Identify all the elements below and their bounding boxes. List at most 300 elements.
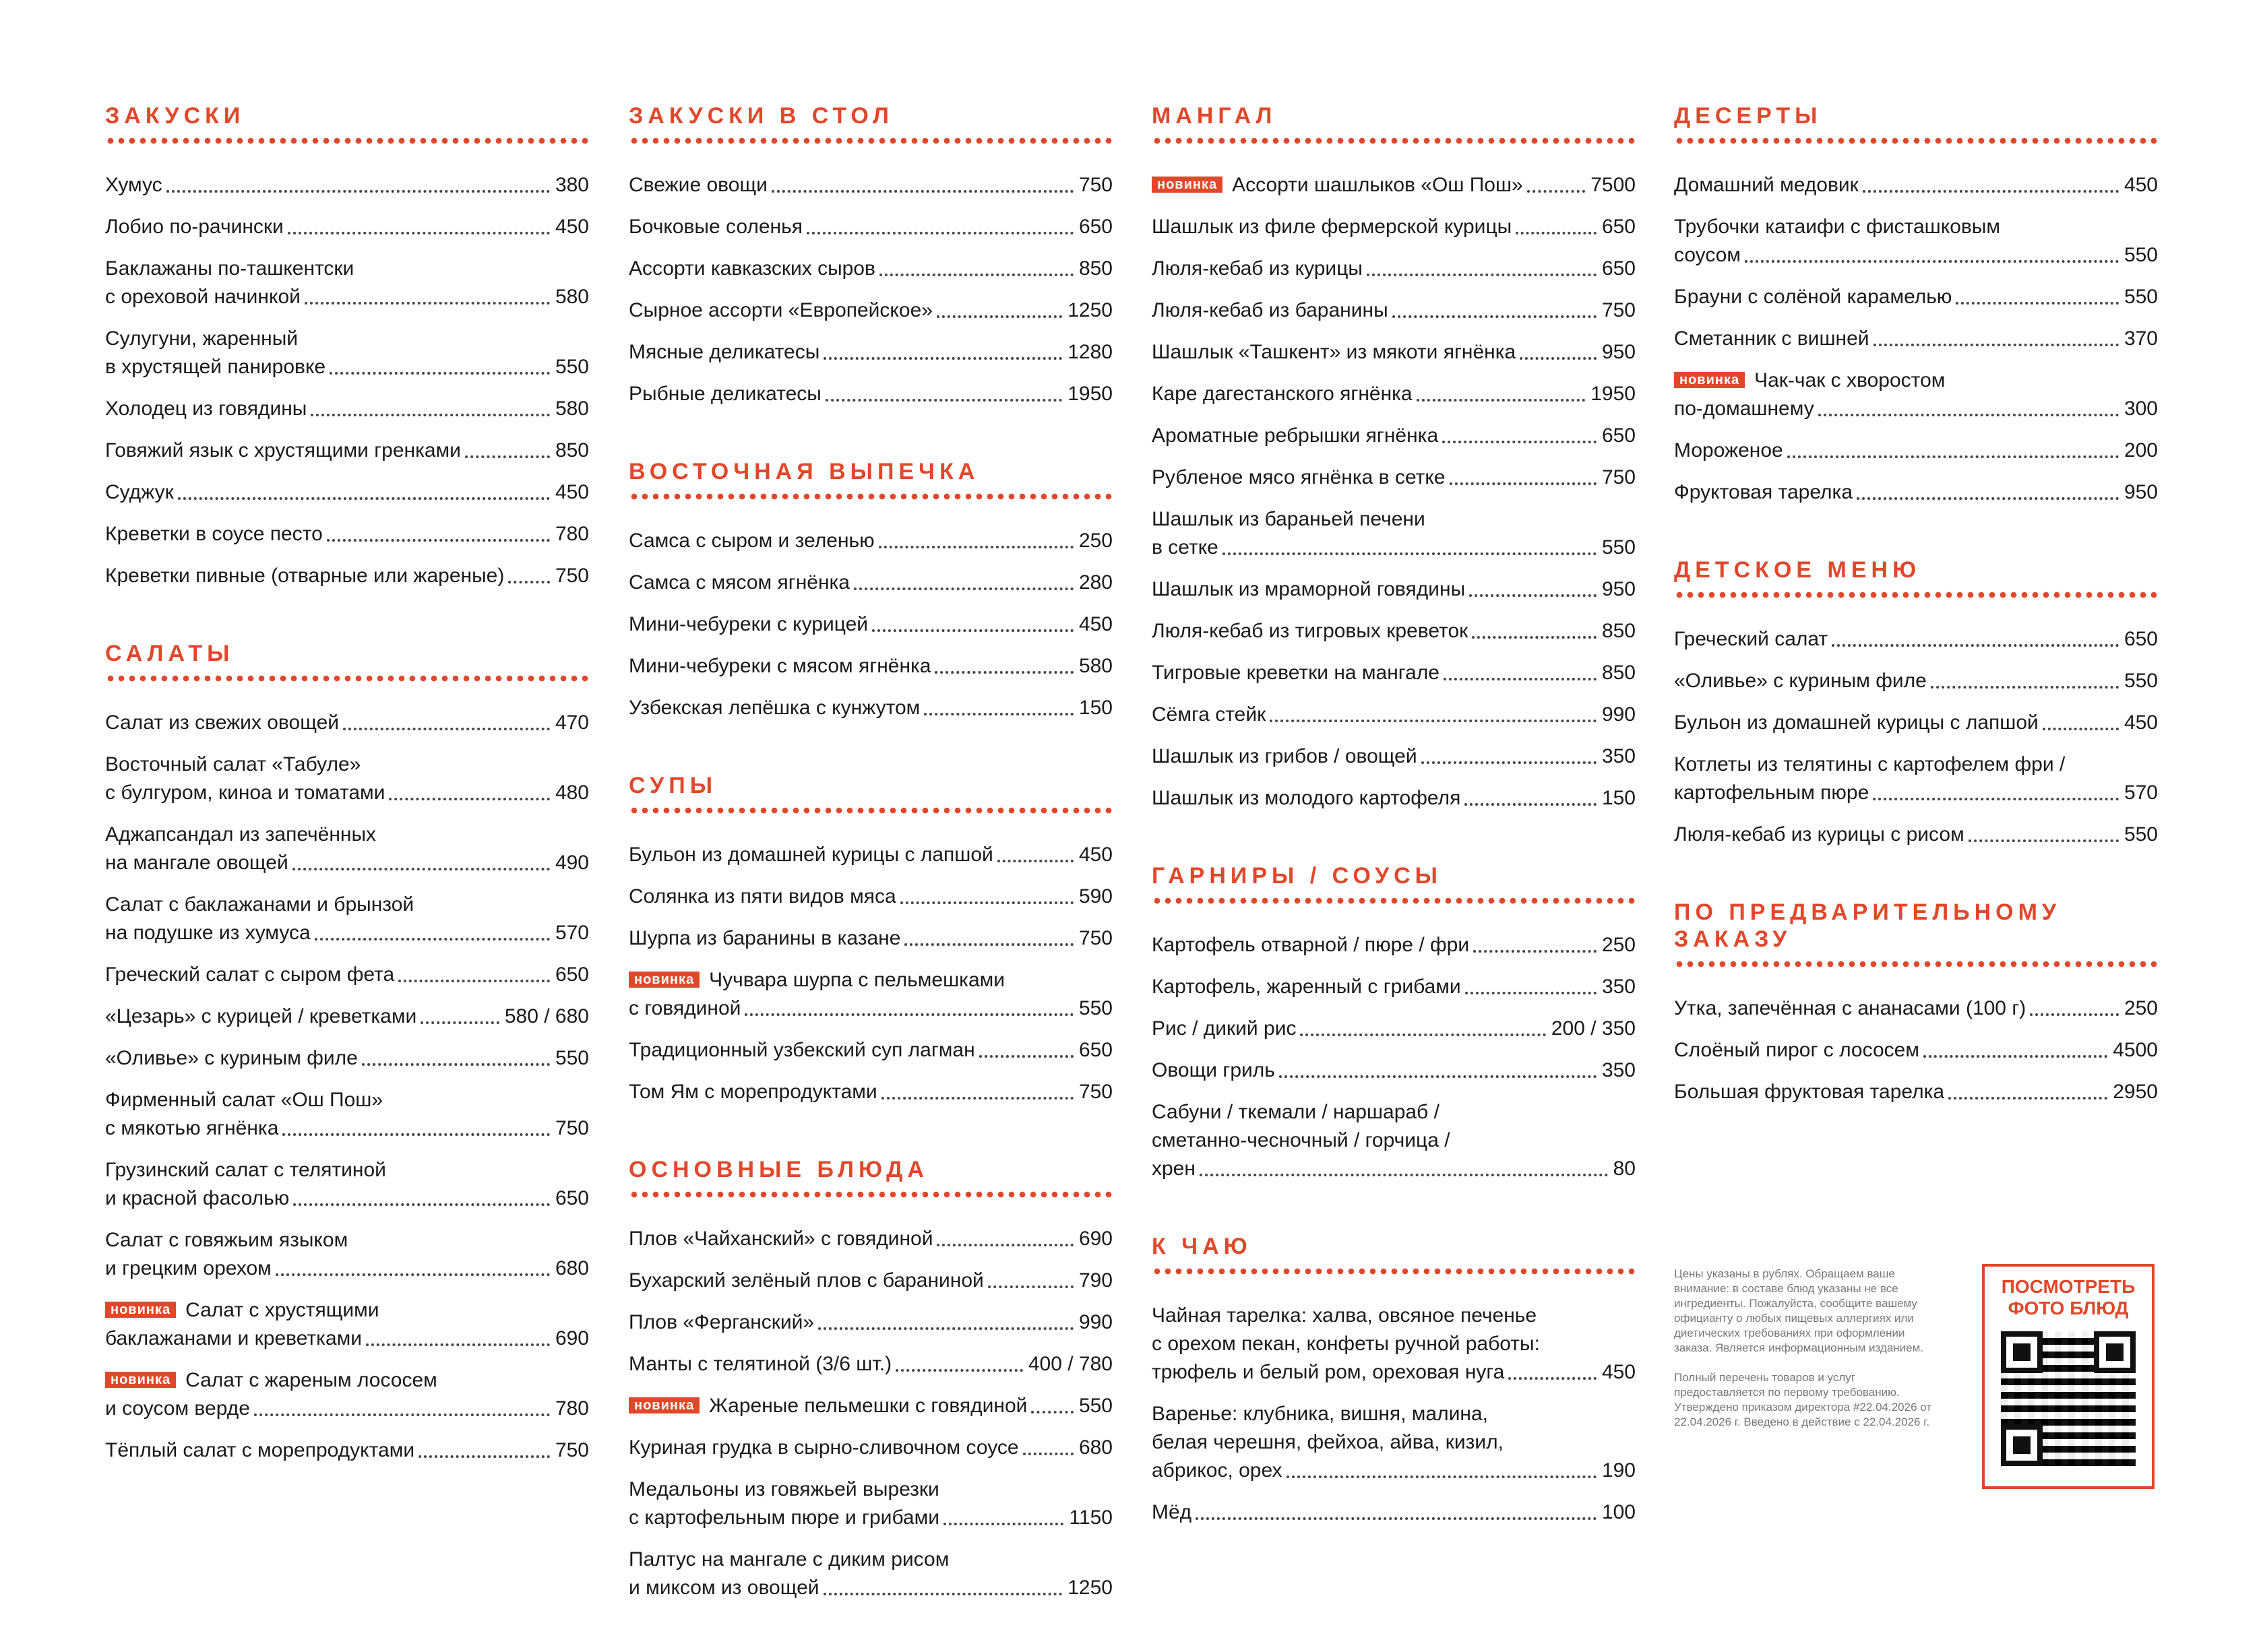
menu-item — [1674, 994, 2158, 1023]
menu-item-name: Бульон из домашней курицы с лапшой — [1674, 711, 2039, 734]
menu-item — [105, 821, 589, 877]
menu-item — [105, 1156, 589, 1213]
menu-item-name: Рубленое мясо ягнёнка в сетке — [1152, 466, 1446, 488]
menu-item — [1152, 505, 1636, 562]
menu-item — [1674, 213, 2158, 269]
menu-item-price: 990 — [1601, 703, 1636, 726]
footnote-allergens: Цены указаны в рублях. Обращаем ваше внимание: в составе блюд указаны не все ингредиенты. Пожалуйста, сообщите вашему официанту о любых пищевых аллергиях или диетических требованиях при оформлении заказа. Является информационным изданием. — [1674, 1267, 1924, 1354]
menu-item — [1152, 338, 1636, 367]
leader-dots — [1527, 190, 1586, 193]
menu-item-price: 450 — [1601, 1361, 1636, 1383]
leader-dots — [1520, 357, 1597, 360]
menu-item-price: 490 — [555, 852, 589, 874]
section-divider — [1674, 961, 2158, 967]
menu-item — [1674, 625, 2158, 654]
menu-item-name: Плов «Ферганский» — [629, 1311, 815, 1333]
menu-item-name: Мороженое — [1674, 439, 1783, 462]
menu-item-price: 690 — [1078, 1228, 1113, 1250]
menu-item — [1152, 659, 1636, 687]
menu-item-price: 350 — [1601, 745, 1636, 767]
menu-item-price: 580 — [1078, 655, 1113, 677]
menu-item-name: и миксом из овощей — [629, 1577, 819, 1599]
leader-dots — [508, 581, 550, 583]
menu-item-name: Мини-чебуреки с мясом ягнёнка — [629, 655, 931, 677]
menu-item-name: Чак-чак с хворостом — [1754, 369, 1946, 391]
new-badge: новинка — [629, 1397, 700, 1413]
leader-dots — [772, 190, 1074, 193]
menu-item — [1152, 701, 1636, 729]
leader-dots — [1270, 720, 1597, 722]
menu-item-name: «Оливье» с куриным филе — [105, 1047, 358, 1069]
menu-item-price: 450 — [1078, 844, 1113, 866]
leader-dots — [1931, 686, 2119, 689]
menu-item-name: Каре дагестанского ягнёнка — [1152, 383, 1413, 405]
menu-item — [105, 1086, 589, 1143]
menu-item-name: Палтус на мангале с диким рисом — [629, 1548, 950, 1570]
leader-dots — [997, 860, 1074, 862]
menu-item — [629, 1225, 1113, 1253]
menu-item-price: 1950 — [1067, 383, 1113, 405]
section-title: ЗАКУСКИ В СТОЛ — [629, 103, 894, 129]
menu-item — [105, 1044, 589, 1073]
menu-item — [105, 1226, 589, 1283]
menu-item-price: 100 — [1601, 1501, 1636, 1523]
leader-dots — [1031, 1411, 1074, 1413]
leader-dots — [824, 1593, 1063, 1595]
menu-item-name: Большая фруктовая тарелка — [1674, 1081, 1945, 1103]
menu-item-name: Салат с баклажанами и брынзой — [105, 893, 414, 916]
menu-item-price: 790 — [1078, 1269, 1113, 1292]
section-divider — [629, 137, 1113, 144]
menu-item-price: 550 — [2124, 286, 2158, 308]
menu-item-price: 280 — [1078, 571, 1113, 594]
new-badge: новинка — [105, 1302, 176, 1318]
leader-dots — [1279, 1075, 1597, 1078]
menu-item — [105, 1436, 589, 1465]
menu-item-price: 250 — [1078, 530, 1113, 552]
menu-item-name: Том Ям с морепродуктами — [629, 1081, 877, 1103]
menu-item-name: и соусом верде — [105, 1397, 250, 1420]
menu-item-price: 550 — [555, 356, 589, 378]
menu-item — [629, 924, 1113, 953]
menu-item — [629, 569, 1113, 597]
menu-section — [629, 1156, 1113, 1602]
menu-item — [105, 478, 589, 507]
menu-item-price: 990 — [1078, 1311, 1113, 1333]
leader-dots — [818, 1327, 1074, 1330]
footnote-legal: Полный перечень товаров и услуг предоставляется по первому требованию. Утверждено приказом директора #22.04.2026 от 22.04.2026 г. Введено в действие с 22.04.2026 г. — [1674, 1371, 1932, 1428]
leader-dots — [879, 274, 1074, 276]
menu-item-price: 570 — [555, 922, 589, 944]
menu-item-name: и грецким орехом — [105, 1257, 272, 1279]
menu-item-name: трюфель и белый ром, ореховая нуга — [1152, 1361, 1505, 1383]
leader-dots — [1464, 803, 1597, 806]
menu-item-name: Тигровые креветки на мангале — [1152, 662, 1439, 684]
menu-item-name: Фирменный салат «Ош Пош» — [105, 1089, 383, 1111]
new-badge: новинка — [1152, 177, 1222, 193]
menu-item — [1674, 325, 2158, 353]
leader-dots — [1948, 1097, 2107, 1100]
menu-item-name: Трубочки катаифи с фисташковым — [1674, 216, 2001, 238]
menu-item-price: 300 — [2124, 398, 2158, 420]
menu-item — [1152, 213, 1636, 241]
leader-dots — [1787, 455, 2119, 458]
section-title: ПО ПРЕДВАРИТЕЛЬНОМУ ЗАКАЗУ — [1674, 899, 2062, 952]
menu-item-name: Мясные деликатесы — [629, 341, 820, 363]
menu-item-name: Свежие овощи — [629, 174, 768, 196]
menu-column-3 — [1152, 102, 1636, 1577]
menu-item-name: Шашлык из молодого картофеля — [1152, 787, 1461, 809]
leader-dots — [1023, 1453, 1074, 1455]
menu-item — [105, 891, 589, 947]
leader-dots — [1222, 552, 1597, 555]
menu-item-name: Шурпа из баранины в казане — [629, 927, 901, 949]
section-divider — [1152, 1268, 1636, 1275]
menu-item — [105, 325, 589, 381]
leader-dots — [315, 938, 550, 941]
menu-item — [1152, 1098, 1636, 1183]
menu-item — [629, 213, 1113, 241]
menu-item — [629, 1308, 1113, 1337]
menu-item — [105, 395, 589, 423]
menu-item-price: 1280 — [1067, 341, 1113, 363]
menu-item — [105, 1003, 589, 1031]
leader-dots — [282, 1133, 550, 1136]
leader-dots — [288, 232, 550, 234]
menu-item — [1152, 1015, 1636, 1043]
leader-dots — [896, 1369, 1023, 1372]
section-divider — [105, 137, 589, 144]
leader-dots — [1472, 636, 1597, 639]
leader-dots — [881, 1097, 1074, 1100]
menu-section — [1674, 557, 2158, 849]
menu-item-name: Тёплый салат с морепродуктами — [105, 1439, 415, 1461]
menu-item-name: Солянка из пяти видов мяса — [629, 885, 896, 908]
menu-item-price: 750 — [1601, 299, 1636, 321]
menu-item-name: Люля-кебаб из тигровых креветок — [1152, 620, 1468, 642]
menu-item — [629, 527, 1113, 555]
leader-dots — [1863, 190, 2119, 193]
menu-item-name: абрикос, орех — [1152, 1459, 1282, 1482]
leader-dots — [419, 1455, 550, 1458]
menu-item — [629, 1392, 1113, 1420]
menu-item-name: Варенье: клубника, вишня, малина, — [1152, 1403, 1488, 1425]
menu-item — [629, 694, 1113, 722]
leader-dots — [465, 455, 550, 458]
leader-dots — [824, 357, 1062, 360]
section-divider — [629, 807, 1113, 814]
leader-dots — [1745, 260, 2119, 263]
menu-item-name: Картофель отварной / пюре / фри — [1152, 934, 1470, 956]
menu-item-name: Хумус — [105, 174, 162, 196]
menu-item-price: 400 / 780 — [1028, 1353, 1113, 1375]
menu-item-price: 450 — [2124, 174, 2158, 196]
menu-item — [1152, 784, 1636, 813]
menu-item-name: Сабуни / ткемали / наршараб / — [1152, 1101, 1439, 1123]
leader-dots — [1873, 798, 2119, 800]
menu-item-price: 200 / 350 — [1551, 1017, 1636, 1040]
menu-section — [629, 772, 1113, 1106]
section-title: САЛАТЫ — [105, 641, 235, 666]
leader-dots — [1444, 678, 1597, 680]
leader-dots — [166, 190, 550, 193]
menu-item — [629, 1078, 1113, 1106]
menu-section — [1152, 862, 1636, 1183]
menu-item-name: Восточный салат «Табуле» — [105, 753, 361, 775]
section-title: ДЕТСКОЕ МЕНЮ — [1674, 557, 1921, 583]
menu-item-name: Салат с хрустящими — [185, 1299, 379, 1321]
menu-item-name: Шашлык из мраморной говядины — [1152, 578, 1466, 600]
menu-item-price: 850 — [1601, 620, 1636, 642]
menu-section — [1674, 102, 2158, 507]
leader-dots — [1473, 950, 1597, 953]
leader-dots — [2043, 728, 2119, 730]
menu-item-price: 80 — [1613, 1157, 1636, 1180]
menu-item-price: 550 — [1601, 536, 1636, 559]
menu-item — [1674, 478, 2158, 507]
menu-item-price: 950 — [1601, 341, 1636, 363]
leader-dots — [293, 1203, 550, 1206]
menu-item — [1674, 367, 2158, 423]
leader-dots — [1200, 1174, 1608, 1176]
leader-dots — [1469, 594, 1597, 597]
menu-item — [1152, 973, 1636, 1001]
menu-column-4 — [1674, 102, 2158, 1156]
menu-item-price: 1950 — [1590, 383, 1636, 405]
leader-dots — [389, 798, 550, 800]
menu-section — [1674, 899, 2158, 1106]
leader-dots — [343, 728, 550, 730]
menu-item-name: Домашний медовик — [1674, 174, 1859, 196]
leader-dots — [1956, 302, 2119, 305]
menu-item-name: Аджапсандал из запечённых — [105, 823, 377, 846]
menu-item-name: Манты с телятиной (3/6 шт.) — [629, 1353, 892, 1375]
leader-dots — [1969, 839, 2119, 842]
section-divider — [629, 493, 1113, 500]
menu-item — [1674, 283, 2158, 311]
menu-section — [105, 102, 589, 590]
menu-item-price: 650 — [1078, 1039, 1113, 1061]
menu-item-name: Чайная тарелка: халва, овсяное печенье — [1152, 1304, 1537, 1327]
menu-item-price: 750 — [555, 565, 589, 587]
leader-dots — [327, 539, 550, 542]
menu-item-name: Медальоны из говяжьей вырезки — [629, 1478, 939, 1500]
menu-item-price: 550 — [1078, 997, 1113, 1019]
section-divider — [1674, 592, 2158, 598]
menu-item-name: хрен — [1152, 1157, 1196, 1180]
footnote — [1674, 1267, 1944, 1444]
leader-dots — [1508, 1377, 1597, 1380]
menu-item-price: 590 — [1078, 885, 1113, 908]
leader-dots — [1287, 1475, 1597, 1478]
menu-item-price: 450 — [555, 481, 589, 503]
menu-item-name: в сетке — [1152, 536, 1218, 559]
menu-item-name: Холодец из говядины — [105, 398, 307, 420]
menu-item-name: Ассорти шашлыков «Ош Пош» — [1232, 174, 1523, 196]
menu-item — [105, 171, 589, 199]
menu-item — [105, 751, 589, 807]
menu-item-name: Фруктовая тарелка — [1674, 481, 1853, 503]
menu-item-price: 750 — [1078, 1081, 1113, 1103]
menu-item-price: 550 — [1078, 1395, 1113, 1417]
menu-section — [1152, 102, 1636, 813]
menu-item-name: Грузинский салат с телятиной — [105, 1159, 386, 1181]
menu-item-name: Шашлык из грибов / овощей — [1152, 745, 1417, 767]
leader-dots — [937, 315, 1062, 318]
menu-item-name: Лобио по-рачински — [105, 216, 284, 238]
menu-section — [629, 458, 1113, 722]
leader-dots — [311, 414, 550, 416]
menu-item-name: Ассорти кавказских сыров — [629, 257, 875, 280]
menu-item-name: Люля-кебаб из курицы — [1152, 257, 1363, 280]
menu-item-name: сметанно-чесночный / горчица / — [1152, 1129, 1450, 1151]
leader-dots — [745, 1013, 1074, 1016]
menu-column-2 — [629, 102, 1113, 1652]
menu-item — [105, 437, 589, 465]
leader-dots — [1421, 761, 1597, 764]
menu-item-name: на мангале овощей — [105, 852, 288, 874]
menu-item — [629, 610, 1113, 639]
section-title: МАНГАЛ — [1152, 103, 1277, 129]
menu-item-price: 780 — [555, 1397, 589, 1420]
menu-item-price: 750 — [555, 1117, 589, 1139]
menu-item-price: 750 — [1078, 174, 1113, 196]
menu-item-price: 190 — [1601, 1459, 1636, 1482]
leader-dots — [276, 1273, 550, 1276]
menu-item-name: Овощи гриль — [1152, 1059, 1275, 1081]
leader-dots — [366, 1343, 550, 1346]
leader-dots — [398, 980, 550, 982]
new-badge: новинка — [629, 972, 700, 988]
section-divider — [1674, 137, 2158, 144]
menu-item-price: 850 — [1078, 257, 1113, 280]
menu-item — [105, 213, 589, 241]
menu-item-name: с ореховой начинкой — [105, 286, 301, 308]
menu-item-price: 650 — [1601, 216, 1636, 238]
menu-item-name: белая черешня, фейхоа, айва, кизил, — [1152, 1431, 1504, 1453]
leader-dots — [900, 901, 1074, 904]
leader-dots — [1923, 1055, 2107, 1058]
menu-item-price: 1250 — [1067, 1577, 1113, 1599]
section-title: ГАРНИРЫ / СОУСЫ — [1152, 863, 1442, 889]
menu-item — [1152, 1302, 1636, 1387]
qr-title: ПОСМОТРЕТЬ ФОТО БЛЮД — [2001, 1276, 2136, 1319]
menu-item-name: соусом — [1674, 244, 1741, 266]
menu-item-name: Говяжий язык с хрустящими гренками — [105, 439, 461, 462]
menu-item-price: 850 — [1601, 662, 1636, 684]
menu-item-price: 650 — [555, 963, 589, 986]
menu-item — [629, 1267, 1113, 1295]
menu-item-name: и красной фасолью — [105, 1187, 290, 1209]
menu-item-name: с мякотью ягнёнка — [105, 1117, 279, 1139]
menu-item — [105, 1296, 589, 1353]
section-title: СУПЫ — [629, 773, 717, 798]
menu-item — [1152, 575, 1636, 604]
menu-item — [629, 1350, 1113, 1378]
leader-dots — [1392, 315, 1597, 318]
menu-item-name: Суджук — [105, 481, 174, 503]
menu-item-price: 350 — [1601, 976, 1636, 998]
menu-item-name: баклажанами и креветками — [105, 1327, 363, 1349]
menu-item-price: 550 — [555, 1047, 589, 1069]
menu-item-name: Бухарский зелёный плов с бараниной — [629, 1269, 984, 1292]
leader-dots — [979, 1055, 1074, 1058]
menu-item-price: 150 — [1078, 697, 1113, 719]
menu-item-price: 580 — [555, 286, 589, 308]
menu-item-name: Баклажаны по-ташкентски — [105, 257, 354, 280]
menu-item-name: Салат с говяжьим языком — [105, 1229, 348, 1251]
menu-item-price: 650 — [1601, 424, 1636, 447]
menu-item-price: 480 — [555, 782, 589, 804]
menu-item-price: 950 — [2124, 481, 2158, 503]
menu-item-price: 750 — [1078, 927, 1113, 949]
section-title: ЗАКУСКИ — [105, 103, 245, 129]
menu-item-price: 950 — [1601, 578, 1636, 600]
menu-item-price: 250 — [2124, 997, 2158, 1019]
menu-item — [1152, 1498, 1636, 1527]
menu-item-price: 650 — [1601, 257, 1636, 280]
menu-item-name: Мёд — [1152, 1501, 1192, 1523]
menu-item — [1674, 751, 2158, 807]
menu-item-price: 350 — [1601, 1059, 1636, 1081]
menu-item-name: с говядиной — [629, 997, 741, 1019]
menu-item-name: Самса с мясом ягнёнка — [629, 571, 850, 594]
menu-item-price: 370 — [2124, 327, 2158, 350]
section-divider — [1152, 897, 1636, 904]
menu-item-name: Чучвара шурпа с пельмешками — [709, 969, 1005, 991]
menu-item-price: 580 — [555, 398, 589, 420]
leader-dots — [1417, 399, 1586, 402]
menu-item-name: Креветки в соусе песто — [105, 523, 323, 545]
menu-item-name: Утка, запечённая с ананасами (100 г) — [1674, 997, 2026, 1019]
section-divider — [105, 675, 589, 682]
menu-item — [629, 255, 1113, 283]
leader-dots — [854, 587, 1074, 590]
menu-item-name: Рис / дикий рис — [1152, 1017, 1297, 1040]
menu-item-price: 450 — [1078, 613, 1113, 635]
menu-item — [1152, 931, 1636, 959]
leader-dots — [2030, 1013, 2119, 1016]
menu-item-name: Узбекская лепёшка с кунжутом — [629, 697, 921, 719]
leader-dots — [178, 497, 550, 500]
menu-item-price: 1250 — [1067, 299, 1113, 321]
qr-code-icon[interactable] — [2001, 1331, 2136, 1466]
menu-item-name: Сырное ассорти «Европейское» — [629, 299, 933, 321]
menu-item-price: 550 — [2124, 823, 2158, 846]
menu-item — [629, 296, 1113, 325]
menu-item-name: Шашлык из бараньей печени — [1152, 508, 1425, 530]
leader-dots — [826, 399, 1062, 402]
menu-item-price: 380 — [555, 174, 589, 196]
leader-dots — [943, 1523, 1063, 1525]
leader-dots — [1832, 644, 2119, 647]
menu-item-name: Греческий салат — [1674, 628, 1828, 650]
leader-dots — [935, 671, 1073, 674]
leader-dots — [1516, 232, 1597, 234]
section-title: ВОСТОЧНАЯ ВЫПЕЧКА — [629, 459, 980, 484]
menu-item-name: Картофель, жаренный с грибами — [1152, 976, 1461, 998]
menu-item-price: 570 — [2124, 782, 2158, 804]
menu-item — [1152, 1056, 1636, 1085]
leader-dots — [872, 629, 1074, 632]
menu-item — [629, 1475, 1113, 1532]
menu-item-price: 4500 — [2113, 1039, 2158, 1061]
photo-qr-box[interactable] — [1982, 1264, 2155, 1489]
leader-dots — [1196, 1517, 1597, 1520]
menu-item — [629, 338, 1113, 367]
section-divider — [629, 1191, 1113, 1198]
menu-item — [629, 841, 1113, 869]
